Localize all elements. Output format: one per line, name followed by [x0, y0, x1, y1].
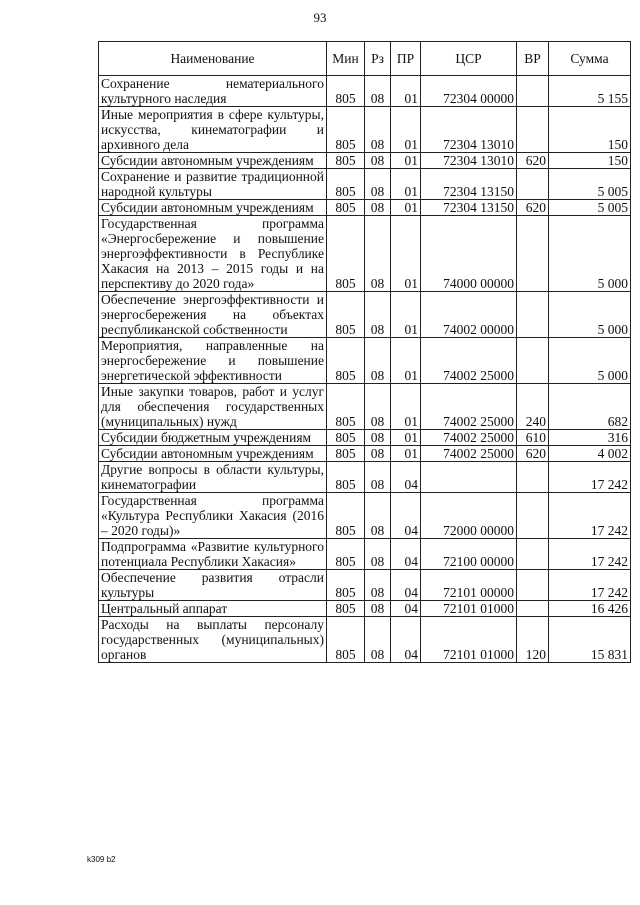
cell-sum: 316: [549, 430, 631, 446]
cell-min: 805: [327, 601, 365, 617]
table-row: [99, 446, 631, 462]
cell-vr: [517, 76, 549, 107]
cell-name: Субсидии автономным учреждениям: [99, 200, 327, 216]
table-row: [99, 216, 631, 292]
cell-vr: [517, 493, 549, 539]
cell-csr: 72101 00000: [421, 570, 517, 601]
cell-sum: 4 002: [549, 446, 631, 462]
cell-rz: 08: [365, 617, 391, 663]
header-rz: Рз: [365, 42, 391, 76]
cell-name: Центральный аппарат: [99, 601, 327, 617]
cell-pr: 01: [391, 169, 421, 200]
cell-vr: 620: [517, 200, 549, 216]
table-row: [99, 169, 631, 200]
budget-table: [98, 41, 631, 663]
cell-min: 805: [327, 430, 365, 446]
cell-min: 805: [327, 292, 365, 338]
header-csr: ЦСР: [421, 42, 517, 76]
cell-name: Иные мероприятия в сфере культуры, искусства, кинематографии и архивного дела: [99, 107, 327, 153]
header-sum: Сумма: [549, 42, 631, 76]
cell-sum: 17 242: [549, 462, 631, 493]
cell-name: Другие вопросы в области культуры, кинематографии: [99, 462, 327, 493]
cell-min: 805: [327, 169, 365, 200]
cell-name: Субсидии автономным учреждениям: [99, 446, 327, 462]
cell-sum: 150: [549, 153, 631, 169]
cell-pr: 01: [391, 76, 421, 107]
cell-pr: 04: [391, 601, 421, 617]
cell-csr: 74002 25000: [421, 338, 517, 384]
cell-min: 805: [327, 107, 365, 153]
cell-name: Мероприятия, направленные на энергосбережение и повышение энергетической эффективности: [99, 338, 327, 384]
cell-rz: 08: [365, 493, 391, 539]
cell-pr: 01: [391, 430, 421, 446]
cell-csr: 72304 13010: [421, 107, 517, 153]
cell-csr: 72304 13150: [421, 169, 517, 200]
table-row: [99, 430, 631, 446]
table-row: [99, 462, 631, 493]
cell-vr: 620: [517, 153, 549, 169]
cell-vr: 240: [517, 384, 549, 430]
cell-sum: 150: [549, 107, 631, 153]
cell-sum: 5 000: [549, 338, 631, 384]
cell-csr: 72101 01000: [421, 601, 517, 617]
cell-name: Обеспечение развития отрасли культуры: [99, 570, 327, 601]
cell-csr: 74002 25000: [421, 446, 517, 462]
cell-min: 805: [327, 200, 365, 216]
cell-name: Субсидии автономным учреждениям: [99, 153, 327, 169]
header-pr: ПР: [391, 42, 421, 76]
cell-vr: [517, 601, 549, 617]
cell-rz: 08: [365, 384, 391, 430]
cell-min: 805: [327, 76, 365, 107]
cell-vr: [517, 107, 549, 153]
cell-csr: 72100 00000: [421, 539, 517, 570]
cell-sum: 5 000: [549, 292, 631, 338]
cell-csr: 74000 00000: [421, 216, 517, 292]
cell-pr: 01: [391, 153, 421, 169]
cell-vr: 610: [517, 430, 549, 446]
cell-name: Субсидии бюджетным учреждениям: [99, 430, 327, 446]
cell-pr: 04: [391, 539, 421, 570]
table-row: [99, 153, 631, 169]
cell-rz: 08: [365, 292, 391, 338]
page-number: 93: [313, 10, 327, 25]
table-row: [99, 200, 631, 216]
cell-min: 805: [327, 446, 365, 462]
cell-min: 805: [327, 153, 365, 169]
cell-sum: 5 005: [549, 169, 631, 200]
table-row: [99, 384, 631, 430]
cell-sum: 5 155: [549, 76, 631, 107]
cell-pr: 01: [391, 446, 421, 462]
cell-sum: 17 242: [549, 493, 631, 539]
cell-rz: 08: [365, 430, 391, 446]
cell-name: Государственная программа «Культура Республики Хакасия (2016 – 2020 годы)»: [99, 493, 327, 539]
cell-name: Обеспечение энергоэффективности и энергосбережения на объектах республиканской собственности: [99, 292, 327, 338]
cell-rz: 08: [365, 169, 391, 200]
cell-pr: 01: [391, 216, 421, 292]
cell-min: 805: [327, 570, 365, 601]
table-row: [99, 617, 631, 663]
cell-csr: 74002 25000: [421, 384, 517, 430]
cell-csr: 72101 01000: [421, 617, 517, 663]
cell-sum: 16 426: [549, 601, 631, 617]
cell-min: 805: [327, 462, 365, 493]
cell-rz: 08: [365, 107, 391, 153]
cell-name: Иные закупки товаров, работ и услуг для обеспечения государственных (муниципальных) нужд: [99, 384, 327, 430]
cell-vr: 620: [517, 446, 549, 462]
cell-vr: [517, 570, 549, 601]
table-header-row: [99, 42, 631, 76]
cell-sum: 17 242: [549, 570, 631, 601]
cell-rz: 08: [365, 200, 391, 216]
cell-rz: 08: [365, 539, 391, 570]
cell-name: Подпрограмма «Развитие культурного потенциала Республики Хакасия»: [99, 539, 327, 570]
table-row: [99, 570, 631, 601]
cell-pr: 04: [391, 617, 421, 663]
table-row: [99, 539, 631, 570]
cell-rz: 08: [365, 216, 391, 292]
cell-pr: 01: [391, 384, 421, 430]
cell-rz: 08: [365, 462, 391, 493]
header-min: Мин: [327, 42, 365, 76]
cell-sum: 682: [549, 384, 631, 430]
cell-csr: 72304 13010: [421, 153, 517, 169]
header-name: Наименование: [99, 42, 327, 76]
cell-pr: 01: [391, 107, 421, 153]
cell-rz: 08: [365, 153, 391, 169]
cell-vr: [517, 169, 549, 200]
cell-csr: 72304 00000: [421, 76, 517, 107]
cell-min: 805: [327, 539, 365, 570]
table-row: [99, 107, 631, 153]
footer-code: k309 b2: [87, 855, 116, 864]
cell-sum: 17 242: [549, 539, 631, 570]
cell-vr: [517, 462, 549, 493]
cell-vr: [517, 539, 549, 570]
table-body: [99, 76, 631, 663]
cell-csr: 72000 00000: [421, 493, 517, 539]
table-row: [99, 601, 631, 617]
cell-name: Расходы на выплаты персоналу государственных (муниципальных) органов: [99, 617, 327, 663]
table-row: [99, 76, 631, 107]
cell-csr: 72304 13150: [421, 200, 517, 216]
cell-pr: 01: [391, 292, 421, 338]
table-row: [99, 493, 631, 539]
cell-pr: 04: [391, 570, 421, 601]
header-vr: ВР: [517, 42, 549, 76]
cell-pr: 01: [391, 200, 421, 216]
cell-vr: [517, 338, 549, 384]
cell-rz: 08: [365, 76, 391, 107]
cell-rz: 08: [365, 570, 391, 601]
cell-min: 805: [327, 338, 365, 384]
cell-rz: 08: [365, 338, 391, 384]
cell-sum: 5 005: [549, 200, 631, 216]
cell-min: 805: [327, 617, 365, 663]
cell-name: Сохранение нематериального культурного наследия: [99, 76, 327, 107]
cell-name: Сохранение и развитие традиционной народной культуры: [99, 169, 327, 200]
cell-vr: 120: [517, 617, 549, 663]
table-row: [99, 292, 631, 338]
cell-csr: 74002 00000: [421, 292, 517, 338]
cell-min: 805: [327, 384, 365, 430]
cell-min: 805: [327, 216, 365, 292]
cell-pr: 01: [391, 338, 421, 384]
cell-vr: [517, 216, 549, 292]
cell-pr: 04: [391, 493, 421, 539]
cell-sum: 5 000: [549, 216, 631, 292]
cell-name: Государственная программа «Энергосбережение и повышение энергоэффективности в Республике Хакасия на 2013 – 2015 годы и на перспективу до 2020 года»: [99, 216, 327, 292]
cell-rz: 08: [365, 446, 391, 462]
cell-pr: 04: [391, 462, 421, 493]
cell-min: 805: [327, 493, 365, 539]
cell-sum: 15 831: [549, 617, 631, 663]
table-row: [99, 338, 631, 384]
cell-csr: 74002 25000: [421, 430, 517, 446]
cell-vr: [517, 292, 549, 338]
cell-rz: 08: [365, 601, 391, 617]
cell-csr: [421, 462, 517, 493]
